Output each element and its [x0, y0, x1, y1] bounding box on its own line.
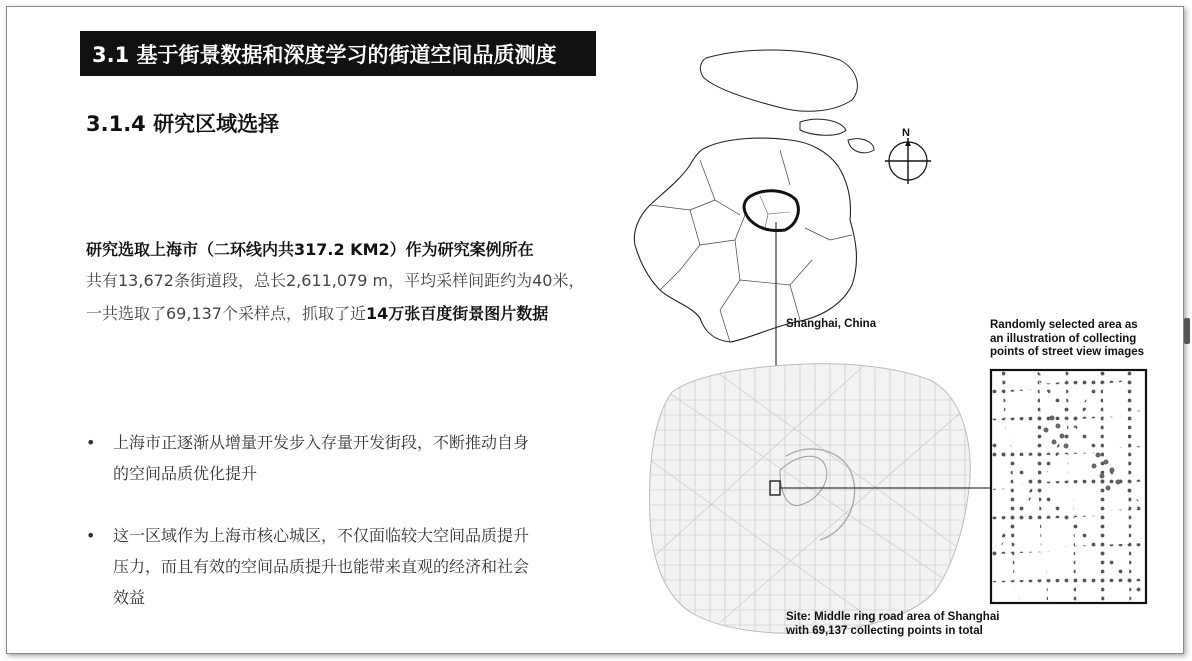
intro-line-1: 共有13,672条街道段，总长2,611,079 m，平均采样间距约为40米，: [86, 271, 585, 290]
intro-line-2-text: 一共选取了69,137个采样点，抓取了近: [86, 304, 366, 323]
chongming-island: [700, 50, 857, 111]
site-label-line: Site: Middle ring road area of Shanghai: [786, 611, 1000, 623]
collecting-points-detail: [980, 365, 1160, 610]
bullet-line: 这一区域作为上海市核心城区，不仅面临较大空间品质提升: [113, 526, 530, 545]
intro-bold-line: 研究选取上海市（二环线内共317.2 KM2）作为研究案例所在: [86, 240, 534, 259]
site-label: [786, 611, 999, 638]
bullet-marker: •: [86, 433, 96, 452]
inner-district-lines: [760, 196, 790, 228]
ring-road-highlight: [744, 191, 798, 231]
bullet-line: 效益: [113, 588, 146, 607]
random-area-label-line: points of street view images: [990, 346, 1145, 358]
bullet-line: 的空间品质优化提升: [113, 464, 258, 483]
site-label-line: with 69,137 collecting points in total: [786, 624, 983, 637]
bullet-line: 压力，而且有效的空间品质提升也能带来直观的经济和社会: [113, 557, 530, 576]
bullet-line: 上海市正逐渐从增量开发步入存量开发街段，不断推动自身: [113, 433, 530, 452]
city-street-map: [650, 360, 975, 640]
intro-line-2-bold: 14万张百度街景图片数据: [366, 304, 549, 323]
section-title-text: 3.1 基于街景数据和深度学习的街道空间品质测度: [92, 42, 557, 67]
shanghai-label: Shanghai, China: [786, 318, 877, 330]
north-arrow-icon: [885, 138, 931, 184]
north-label: N: [902, 127, 910, 139]
subsection-title: 3.1.4 研究区域选择: [86, 112, 280, 136]
random-area-label-line: Randomly selected area as: [990, 319, 1138, 331]
shanghai-district-map: [634, 138, 856, 342]
changxing-island: [800, 119, 846, 135]
random-area-label: [990, 319, 1144, 360]
hengsha-island: [848, 139, 874, 153]
bullet-marker: •: [86, 526, 96, 545]
random-area-label-line: an illustration of collecting: [990, 332, 1137, 345]
